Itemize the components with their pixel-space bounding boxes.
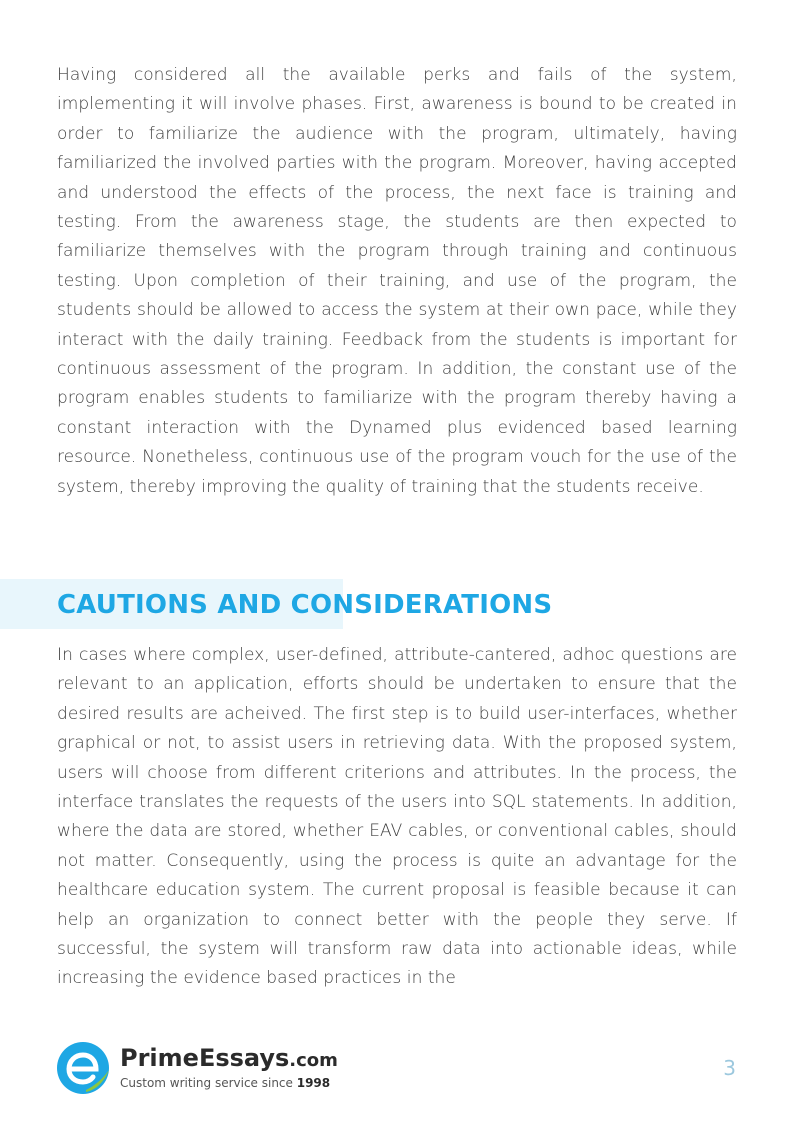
body-paragraph-1: Having considered all the available perks and fails of the system, implementing it will involve phases. First, awareness is bound to be created in order to familiarize the audience with the program, ultimately, having familiarized the involved parties with the program. Moreover, having accepted and understood the effects of the process, the next face is training and testing. From the awareness stage, the students are then expected to familiarize themselves with the program through training and continuous testing. Upon completion of their training, and use of the program, the students should be allowed to access the system at their own pace, while they interact with the daily training. Feedback from the students is important for continuous assessment of the program. In addition, the constant use of the program enables students to familiarize with the program thereby having a constant interaction with the Dynamed plus evidenced based learning resource. Nonetheless, continuous use of the program vouch for the use of the system, thereby improving the quality of training that the students receive. xyxy=(57,65,737,497)
logo-graphic xyxy=(56,1040,112,1096)
page-number: 3 xyxy=(723,1056,736,1080)
brand-tagline xyxy=(120,1075,330,1091)
brand-tagline-text: Custom writing service since xyxy=(120,1076,297,1090)
brand-tagline-year: 1998 xyxy=(296,1076,331,1090)
section-heading: CAUTIONS AND CONSIDERATIONS xyxy=(57,590,553,620)
body-paragraph-2: In cases where complex, user-defined, attribute-cantered, adhoc questions are relevant to an application, efforts should be undertaken to ensure that the desired results are acheived. The first step is to build user-interfaces, whether graphical or not, to assist users in retrieving data. With the proposed system, users will choose from different criterions and attributes. In the process, the interface translates the requests of the users into SQL statements. In addition, where the data are stored, whether EAV cables, or conventional cables, should not matter. Consequently, using the process is quite an advantage for the healthcare education system. The current proposal is feasible because it can help an organization to connect better with the people they serve. If successful, the system will transform raw data into actionable ideas, while increasing the evidence based practices in the xyxy=(57,645,737,989)
e-letter-logo-icon[interactable] xyxy=(56,1040,112,1096)
brand-name-suffix: .com xyxy=(289,1050,338,1071)
brand-name-main: PrimeEssays xyxy=(120,1044,290,1072)
brand-name[interactable] xyxy=(120,1043,338,1076)
